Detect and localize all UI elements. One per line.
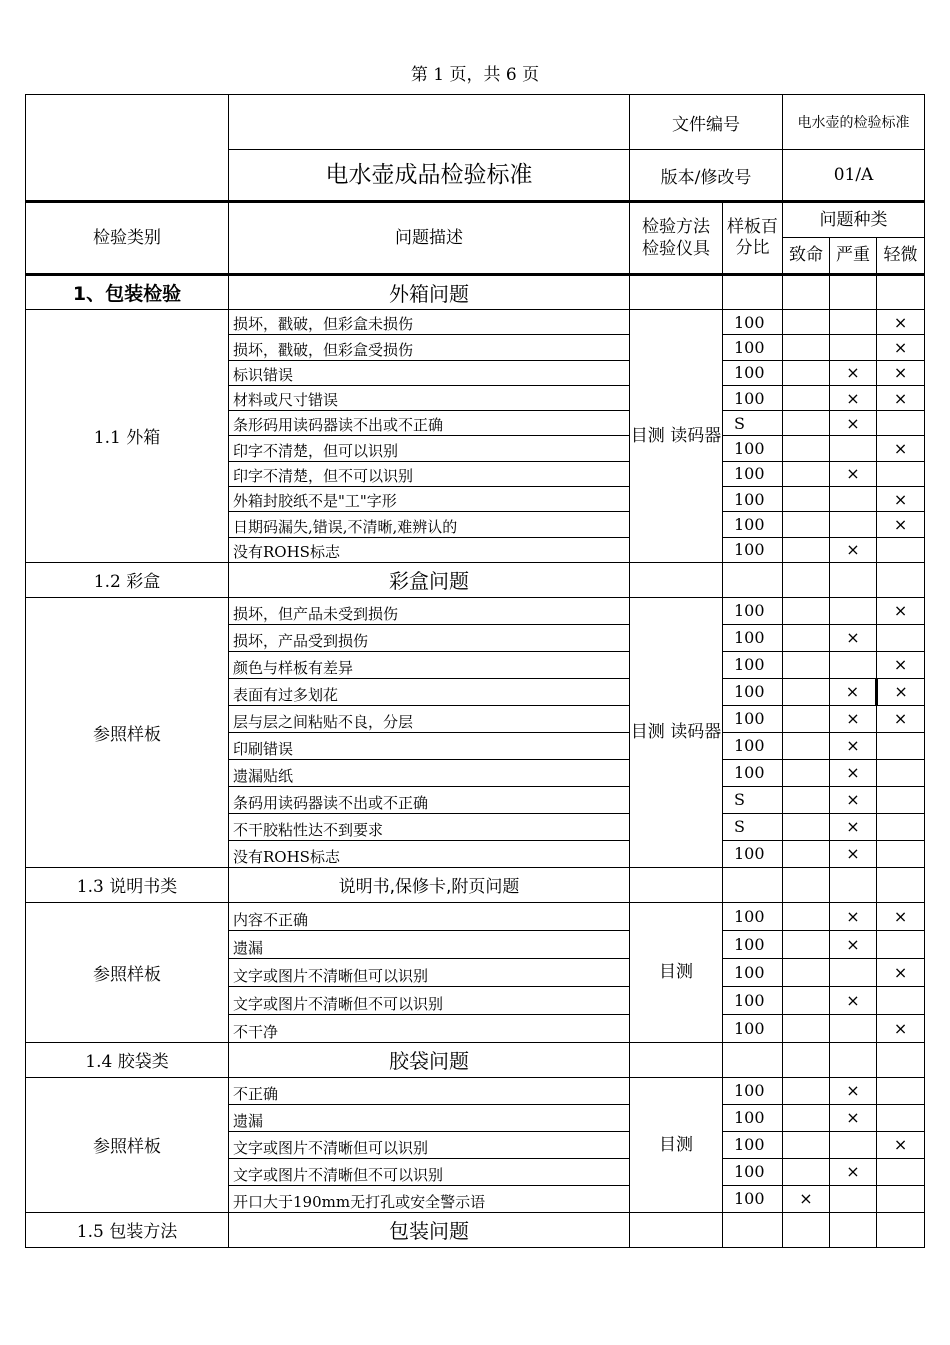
version-value: 01/A <box>783 150 925 202</box>
minor-mark: × <box>877 335 925 360</box>
category-cell: 参照样板 <box>26 902 229 1042</box>
critical-mark <box>783 1131 830 1158</box>
empty-cell <box>783 1042 830 1077</box>
minor-mark: × <box>877 902 925 930</box>
empty-cell <box>783 867 830 902</box>
sample-percent: 100 <box>723 624 783 651</box>
critical-mark <box>783 986 830 1014</box>
minor-mark <box>877 732 925 759</box>
minor-mark: × <box>877 512 925 537</box>
problem-description: 不干净 <box>229 1014 630 1042</box>
header-blank-cell <box>26 95 229 202</box>
major-mark: × <box>830 759 877 786</box>
empty-cell <box>723 562 783 597</box>
doc-no-value: 电水壶的检验标准 <box>783 95 925 150</box>
major-mark: × <box>830 732 877 759</box>
sample-percent: 100 <box>723 705 783 732</box>
empty-cell <box>830 562 877 597</box>
major-mark: × <box>830 461 877 486</box>
sample-percent: 100 <box>723 651 783 678</box>
sample-percent: S <box>723 813 783 840</box>
major-mark: × <box>830 840 877 867</box>
sample-percent: 100 <box>723 1158 783 1185</box>
problem-description: 层与层之间粘贴不良，分层 <box>229 705 630 732</box>
section-row <box>26 1042 925 1077</box>
major-mark: × <box>830 930 877 958</box>
problem-description: 文字或图片不清晰但可以识别 <box>229 958 630 986</box>
major-mark <box>830 310 877 335</box>
empty-cell <box>877 1212 925 1247</box>
critical-mark <box>783 360 830 385</box>
major-mark: × <box>830 537 877 562</box>
major-mark: × <box>830 1077 877 1104</box>
problem-description: 损坏，戳破，但彩盒未损伤 <box>229 310 630 335</box>
sample-percent: 100 <box>723 385 783 410</box>
sample-percent: 100 <box>723 461 783 486</box>
category-cell: 1.1 外箱 <box>26 310 229 563</box>
major-mark <box>830 651 877 678</box>
major-mark: × <box>830 1158 877 1185</box>
section-label: 1.2 彩盒 <box>26 562 229 597</box>
critical-mark <box>783 678 830 705</box>
sample-percent: S <box>723 786 783 813</box>
minor-mark: × <box>877 385 925 410</box>
col-defect-type-header: 问题种类 <box>783 202 925 238</box>
major-mark <box>830 512 877 537</box>
table-body <box>26 95 925 1248</box>
major-mark: × <box>830 360 877 385</box>
document-title: 电水壶成品检验标准 <box>229 150 630 202</box>
critical-mark <box>783 487 830 512</box>
section-row <box>26 562 925 597</box>
major-mark <box>830 436 877 461</box>
minor-mark <box>877 411 925 436</box>
minor-mark <box>877 1185 925 1212</box>
sample-percent: 100 <box>723 436 783 461</box>
critical-mark <box>783 930 830 958</box>
section-title: 外箱问题 <box>229 275 630 310</box>
method-cell: 目测 读码器 <box>630 597 723 867</box>
method-cell: 目测 读码器 <box>630 310 723 563</box>
empty-cell <box>877 1042 925 1077</box>
method-cell: 目测 <box>630 1077 723 1212</box>
critical-mark <box>783 759 830 786</box>
critical-mark <box>783 411 830 436</box>
empty-cell <box>877 275 925 310</box>
minor-mark <box>877 1158 925 1185</box>
critical-mark <box>783 840 830 867</box>
critical-mark <box>783 813 830 840</box>
problem-description: 没有ROHS标志 <box>229 840 630 867</box>
critical-mark <box>783 786 830 813</box>
col-sample-header: 样板百分比 <box>723 202 783 275</box>
page-number: 第 1 页，共 6 页 <box>410 65 540 85</box>
section-label: 1.4 胶袋类 <box>26 1042 229 1077</box>
minor-mark: × <box>877 958 925 986</box>
sample-percent: S <box>723 411 783 436</box>
sample-percent: 100 <box>723 902 783 930</box>
critical-mark <box>783 1158 830 1185</box>
col-critical-header: 致命 <box>783 238 830 275</box>
problem-description: 标识错误 <box>229 360 630 385</box>
critical-mark: × <box>783 1185 830 1212</box>
sample-percent: 100 <box>723 310 783 335</box>
minor-mark <box>877 759 925 786</box>
sample-percent: 100 <box>723 537 783 562</box>
problem-description: 不正确 <box>229 1077 630 1104</box>
category-cell: 参照样板 <box>26 597 229 867</box>
problem-description: 日期码漏失,错误,不清晰,难辨认的 <box>229 512 630 537</box>
minor-mark: × <box>877 310 925 335</box>
major-mark: × <box>830 705 877 732</box>
doc-no-label: 文件编号 <box>630 95 783 150</box>
section-row <box>26 1212 925 1247</box>
minor-mark <box>877 813 925 840</box>
minor-mark <box>877 1077 925 1104</box>
critical-mark <box>783 705 830 732</box>
sample-percent: 100 <box>723 335 783 360</box>
table-row <box>26 597 925 624</box>
sample-percent: 100 <box>723 986 783 1014</box>
problem-description: 外箱封胶纸不是"工"字形 <box>229 487 630 512</box>
col-minor-header: 轻微 <box>877 238 925 275</box>
critical-mark <box>783 651 830 678</box>
sample-percent: 100 <box>723 732 783 759</box>
problem-description: 损坏，戳破，但彩盒受损伤 <box>229 335 630 360</box>
empty-cell <box>723 275 783 310</box>
critical-mark <box>783 958 830 986</box>
minor-mark: × <box>877 1014 925 1042</box>
minor-mark <box>877 537 925 562</box>
problem-description: 表面有过多划花 <box>229 678 630 705</box>
minor-mark: × <box>877 436 925 461</box>
table-row <box>26 902 925 930</box>
sample-percent: 100 <box>723 512 783 537</box>
method-cell: 目测 <box>630 902 723 1042</box>
sample-percent: 100 <box>723 1014 783 1042</box>
empty-cell <box>630 275 723 310</box>
empty-cell <box>723 867 783 902</box>
major-mark: × <box>830 624 877 651</box>
problem-description: 条码用读码器读不出或不正确 <box>229 786 630 813</box>
empty-cell <box>723 1042 783 1077</box>
sample-percent: 100 <box>723 597 783 624</box>
sample-percent: 100 <box>723 487 783 512</box>
sample-percent: 100 <box>723 930 783 958</box>
empty-cell <box>830 1212 877 1247</box>
problem-description: 遗漏 <box>229 930 630 958</box>
empty-cell <box>630 1212 723 1247</box>
problem-description: 文字或图片不清晰但不可以识别 <box>229 1158 630 1185</box>
section-title: 胶袋问题 <box>229 1042 630 1077</box>
empty-cell <box>783 275 830 310</box>
minor-mark: × <box>877 1131 925 1158</box>
critical-mark <box>783 537 830 562</box>
section-title: 说明书,保修卡,附页问题 <box>229 867 630 902</box>
critical-mark <box>783 310 830 335</box>
sample-percent: 100 <box>723 678 783 705</box>
minor-mark <box>877 1104 925 1131</box>
critical-mark <box>783 597 830 624</box>
section-title: 彩盒问题 <box>229 562 630 597</box>
main-title: 1、包装检验 <box>26 275 229 310</box>
major-mark <box>830 1014 877 1042</box>
minor-mark: × <box>877 678 925 705</box>
empty-cell <box>830 867 877 902</box>
col-method-line2: 检验仪具 <box>642 239 710 259</box>
problem-description: 印刷错误 <box>229 732 630 759</box>
major-mark: × <box>830 813 877 840</box>
critical-mark <box>783 624 830 651</box>
sample-percent: 100 <box>723 1104 783 1131</box>
minor-mark: × <box>877 705 925 732</box>
sample-percent: 100 <box>723 1077 783 1104</box>
major-mark: × <box>830 786 877 813</box>
critical-mark <box>783 732 830 759</box>
empty-cell <box>830 1042 877 1077</box>
empty-cell <box>783 1212 830 1247</box>
major-mark: × <box>830 1104 877 1131</box>
section-row <box>26 867 925 902</box>
empty-cell <box>630 562 723 597</box>
header-title-top-cell <box>229 95 630 150</box>
major-mark <box>830 958 877 986</box>
critical-mark <box>783 902 830 930</box>
problem-description: 条形码用读码器读不出或不正确 <box>229 411 630 436</box>
empty-cell <box>877 867 925 902</box>
header-row-1 <box>26 95 925 150</box>
col-method-line1: 检验方法 <box>642 216 710 237</box>
minor-mark <box>877 624 925 651</box>
column-header-row-1 <box>26 202 925 238</box>
major-mark <box>830 335 877 360</box>
major-mark: × <box>830 902 877 930</box>
col-category-header: 检验类别 <box>26 202 229 275</box>
problem-description: 印字不清楚，但不可以识别 <box>229 461 630 486</box>
critical-mark <box>783 512 830 537</box>
minor-mark <box>877 986 925 1014</box>
problem-description: 没有ROHS标志 <box>229 537 630 562</box>
major-mark <box>830 487 877 512</box>
col-major-header: 严重 <box>830 238 877 275</box>
major-mark: × <box>830 411 877 436</box>
major-mark <box>830 597 877 624</box>
major-mark <box>830 1185 877 1212</box>
empty-cell <box>723 1212 783 1247</box>
problem-description: 损坏，但产品未受到损伤 <box>229 597 630 624</box>
empty-cell <box>630 867 723 902</box>
problem-description: 印字不清楚，但可以识别 <box>229 436 630 461</box>
minor-mark <box>877 840 925 867</box>
sample-percent: 100 <box>723 759 783 786</box>
minor-mark <box>877 786 925 813</box>
minor-mark: × <box>877 651 925 678</box>
version-label: 版本/修改号 <box>630 150 783 202</box>
empty-cell <box>783 562 830 597</box>
major-mark: × <box>830 385 877 410</box>
major-mark <box>830 1131 877 1158</box>
major-mark: × <box>830 986 877 1014</box>
minor-mark <box>877 930 925 958</box>
empty-cell <box>877 562 925 597</box>
table-row <box>26 310 925 335</box>
critical-mark <box>783 385 830 410</box>
sample-percent: 100 <box>723 1185 783 1212</box>
problem-description: 遗漏 <box>229 1104 630 1131</box>
major-mark: × <box>830 678 877 705</box>
sample-percent: 100 <box>723 958 783 986</box>
col-description-header: 问题描述 <box>229 202 630 275</box>
empty-cell <box>830 275 877 310</box>
col-method-header <box>630 202 723 275</box>
critical-mark <box>783 335 830 360</box>
section-row <box>26 275 925 310</box>
sample-percent: 100 <box>723 1131 783 1158</box>
section-title: 包装问题 <box>229 1212 630 1247</box>
sample-percent: 100 <box>723 840 783 867</box>
critical-mark <box>783 461 830 486</box>
problem-description: 文字或图片不清晰但可以识别 <box>229 1131 630 1158</box>
minor-mark: × <box>877 597 925 624</box>
problem-description: 颜色与样板有差异 <box>229 651 630 678</box>
critical-mark <box>783 1077 830 1104</box>
problem-description: 遗漏贴纸 <box>229 759 630 786</box>
critical-mark <box>783 436 830 461</box>
problem-description: 文字或图片不清晰但不可以识别 <box>229 986 630 1014</box>
problem-description: 损坏，产品受到损伤 <box>229 624 630 651</box>
sample-percent: 100 <box>723 360 783 385</box>
minor-mark <box>877 461 925 486</box>
section-label: 1.5 包装方法 <box>26 1212 229 1247</box>
minor-mark: × <box>877 487 925 512</box>
empty-cell <box>630 1042 723 1077</box>
category-cell: 参照样板 <box>26 1077 229 1212</box>
critical-mark <box>783 1014 830 1042</box>
inspection-table <box>25 94 925 1248</box>
problem-description: 内容不正确 <box>229 902 630 930</box>
table-row <box>26 1077 925 1104</box>
minor-mark: × <box>877 360 925 385</box>
section-label: 1.3 说明书类 <box>26 867 229 902</box>
problem-description: 材料或尺寸错误 <box>229 385 630 410</box>
critical-mark <box>783 1104 830 1131</box>
problem-description: 不干胶粘性达不到要求 <box>229 813 630 840</box>
problem-description: 开口大于190mm无打孔或安全警示语 <box>229 1185 630 1212</box>
